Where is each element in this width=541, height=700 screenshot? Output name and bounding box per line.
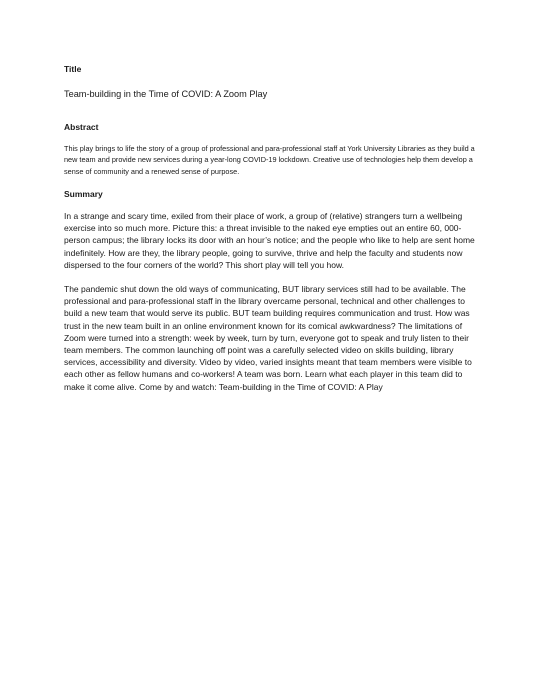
summary-paragraph-1: In a strange and scary time, exiled from their place of work, a group of (relative) strangers turn a wellbeing exercise into so much more. Picture this: a threat invisible to the naked eye empties out an entire 60, 000-person campus; the library locks its door with an hour’s notice; and the people who like to help are sent home indefinitely. How are they, the library people, going to survive, thrive and help the faculty and students now dispersed to the four corners of the world? This short play will tell you how. (64, 210, 475, 270)
abstract-text: This play brings to life the story of a group of professional and para-professional staff at York University Libraries as they build a new team and provide new services during a year-long COVID-19 lockdown. Creative use of technologies help them develop a sense of community and a renewed sense of purpose. (64, 144, 475, 176)
summary-heading: Summary (64, 188, 103, 199)
document-title: Team-building in the Time of COVID: A Zoom Play (64, 89, 268, 99)
document-content (64, 64, 484, 393)
summary-paragraph-2: The pandemic shut down the old ways of communicating, BUT library services still had to be available. The professional and para-professional staff in the library overcame personal, technical and other challenges to build a new team that would serve its public. BUT team building requires communication and trust. How was trust in the new team built in an online environment known for its comical awkwardness? The limitations of Zoom were turned into a strength: week by week, turn by turn, everyone got to speak and truly listen to their team members. The common launching off point was a carefully selected video on skills building, library services, accessibility and diversity. Video by video, varied insights meant that team members were visible to each other as fellow humans and co-workers! A team was born. Learn what each player in this team did to make it come alive. Come by and watch: Team-building in the Time of COVID: A Play (64, 283, 472, 392)
title-heading: Title (64, 64, 82, 74)
abstract-heading: Abstract (64, 122, 99, 132)
